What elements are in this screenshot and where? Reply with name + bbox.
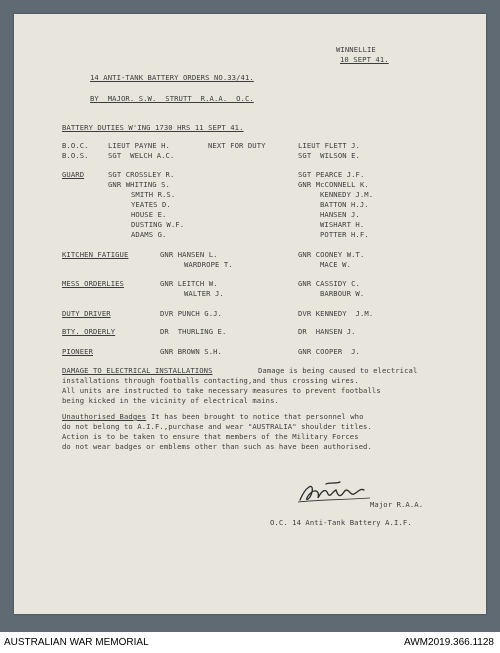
mess-label: MESS ORDERLIES: [62, 279, 124, 288]
kitchen-current: GNR HANSEN L.: [160, 250, 218, 259]
guard-next: GNR McCONNELL K.: [298, 180, 369, 189]
document-title: 14 ANTI-TANK BATTERY ORDERS NO.33/41.: [90, 73, 254, 82]
archive-footer: [0, 632, 500, 653]
electrical-line: Damage is being caused to electrical: [258, 366, 418, 375]
guard-next: HANSEN J.: [320, 210, 360, 219]
archive-name: AUSTRALIAN WAR MEMORIAL: [4, 637, 149, 648]
handwritten-signature: [296, 478, 376, 506]
duty-driver-current: DVR PUNCH G.J.: [160, 309, 222, 318]
guard-next: WISHART H.: [320, 220, 365, 229]
duties-heading: BATTERY DUTIES W'ING 1730 HRS 11 SEPT 41.: [62, 123, 244, 132]
electrical-heading: DAMAGE TO ELECTRICAL INSTALLATIONS: [62, 366, 213, 375]
pioneer-current: GNR BROWN S.H.: [160, 347, 222, 356]
guard-current: SGT CROSSLEY R.: [108, 170, 175, 179]
roster-next: LIEUT FLETT J.: [298, 141, 360, 150]
badges-line: Action is to be taken to ensure that members of the Military Forces: [62, 432, 359, 441]
badges-line: do not wear badges or emblems other than such as have been authorised.: [62, 442, 372, 451]
mess-current: WALTER J.: [184, 289, 224, 298]
signatory-rank: Major R.A.A.: [370, 500, 424, 509]
guard-next: SGT PEARCE J.F.: [298, 170, 365, 179]
kitchen-next: MACE W.: [320, 260, 351, 269]
guard-next: KENNEDY J.M.: [320, 190, 374, 199]
guard-current: DUSTING W.F.: [131, 220, 185, 229]
badges-heading: Unauthorised Badges: [62, 412, 147, 421]
accession-number: AWM2019.366.1128: [403, 637, 494, 648]
mess-current: GNR LEITCH W.: [160, 279, 218, 288]
guard-current: GNR WHITING S.: [108, 180, 170, 189]
next-for-duty-label: NEXT FOR DUTY: [208, 141, 266, 150]
place-name: WINNELLIE: [336, 45, 376, 54]
kitchen-current: WARDROPE T.: [184, 260, 233, 269]
roster-current: SGT WELCH A.C.: [108, 151, 175, 160]
guard-current: ADAMS G.: [131, 230, 167, 239]
guard-current: YEATES D.: [131, 200, 171, 209]
badges-line: It has been brought to notice that personnel who: [151, 412, 364, 421]
guard-next: POTTER H.F.: [320, 230, 369, 239]
order-date: 10 SEPT 41.: [340, 55, 389, 64]
guard-next: BATTON H.J.: [320, 200, 369, 209]
bty-orderly-label: BTY. ORDERLY: [62, 327, 116, 336]
pioneer-label: PIONEER: [62, 347, 93, 356]
mess-next: GNR CASSIDY C.: [298, 279, 360, 288]
roster-label: B.O.S.: [62, 151, 89, 160]
byline: BY MAJOR. S.W. STRUTT R.A.A. O.C.: [90, 94, 254, 103]
kitchen-next: GNR COONEY W.T.: [298, 250, 365, 259]
roster-next: SGT WILSON E.: [298, 151, 360, 160]
badges-line: do not belong to A.I.F.,purchase and wear "AUSTRALIA" shoulder titles.: [62, 422, 372, 431]
electrical-line: All units are instructed to take necessary measures to prevent footballs: [62, 386, 381, 395]
signatory-appointment: O.C. 14 Anti-Tank Battery A.I.F.: [270, 518, 412, 527]
bty-orderly-current: DR THURLING E.: [160, 327, 227, 336]
kitchen-label: KITCHEN FATIGUE: [62, 250, 129, 259]
roster-current: LIEUT PAYNE H.: [108, 141, 170, 150]
pioneer-next: GNR COOPER J.: [298, 347, 360, 356]
electrical-line: installations through footballs contacting,and thus crossing wires.: [62, 376, 359, 385]
duty-driver-next: DVR KENNEDY J.M.: [298, 309, 374, 318]
guard-label: GUARD: [62, 170, 85, 179]
duty-driver-label: DUTY DRIVER: [62, 309, 111, 318]
guard-current: HOUSE E.: [131, 210, 167, 219]
electrical-line: being kicked in the vicinity of electrical mains.: [62, 396, 279, 405]
bty-orderly-next: DR HANSEN J.: [298, 327, 356, 336]
guard-current: SMITH R.S.: [131, 190, 176, 199]
roster-label: B.O.C.: [62, 141, 89, 150]
mess-next: BARBOUR W.: [320, 289, 365, 298]
